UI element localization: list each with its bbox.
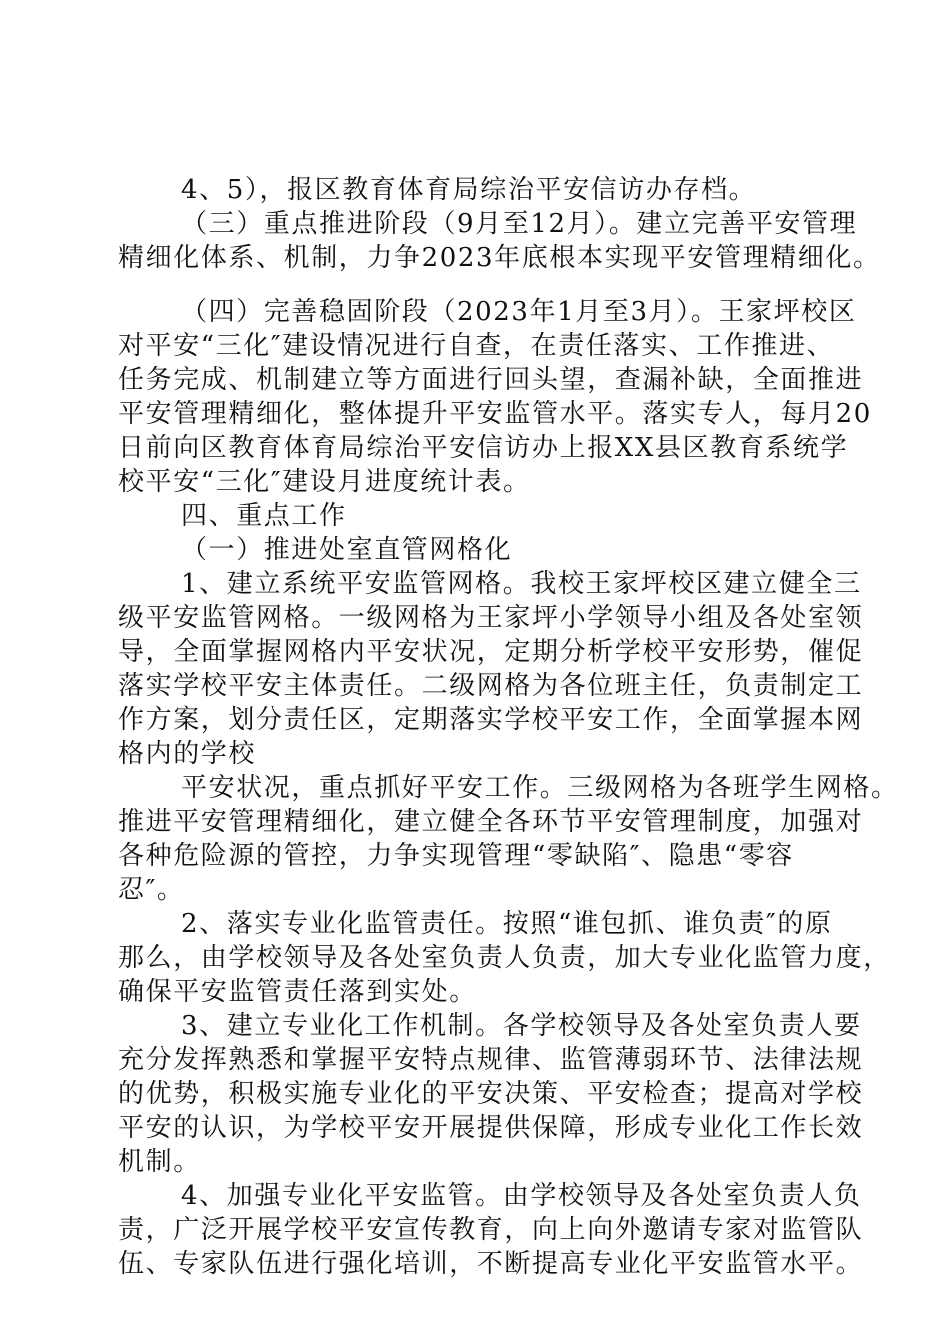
text-line-16: 作方案，划分责任区，定期落实学校平安工作，全面掌握本网 <box>118 705 864 735</box>
text-line-7: 平安管理精细化，整体提升平安监管水平。落实专人，每月20 <box>118 399 872 429</box>
text-line-19: 推进平安管理精细化，建立健全各环节平安管理制度，加强对 <box>118 807 864 837</box>
text-line-1: 4、5），报区教育体育局综治平安信访办存档。 <box>181 175 757 205</box>
text-line-13: 级平安监管网格。一级网格为王家坪小学领导小组及各处室领 <box>118 603 864 633</box>
text-line-20: 各种危险源的管控，力争实现管理“零缺陷″、隐患“零容 <box>118 841 794 871</box>
text-line-8: 日前向区教育体育局综治平安信访办上报XX县区教育系统学 <box>118 433 849 463</box>
text-line-17: 格内的学校 <box>118 739 257 769</box>
text-line-2: （三）重点推进阶段（9月至12月）。建立完善平安管理 <box>181 209 858 239</box>
text-line-28: 平安的认识，为学校平安开展提供保障，形成专业化工作长效 <box>118 1113 864 1143</box>
text-line-29: 机制。 <box>118 1147 201 1177</box>
text-line-6: 任务完成、机制建立等方面进行回头望，查漏补缺，全面推进 <box>118 365 864 395</box>
text-line-25: 3、建立专业化工作机制。各学校领导及各处室负责人要 <box>181 1011 862 1041</box>
text-line-21: 忍″。 <box>118 875 185 905</box>
text-line-26: 充分发挥熟悉和掌握平安特点规律、监管薄弱环节、法律法规 <box>118 1045 864 1075</box>
text-line-27: 的优势，积极实施专业化的平安决策、平安检查；提高对学校 <box>118 1079 864 1109</box>
text-line-31: 责，广泛开展学校平安宣传教育，向上向外邀请专家对监管队 <box>118 1215 864 1245</box>
text-line-30: 4、加强专业化平安监管。由学校领导及各处室负责人负 <box>181 1181 862 1211</box>
text-line-14: 导，全面掌握网格内平安状况，定期分析学校平安形势，催促 <box>118 637 864 667</box>
subsection-heading: （一）推进处室直管网格化 <box>181 535 513 565</box>
text-line-24: 确保平安监管责任落到实处。 <box>118 977 477 1007</box>
text-line-18: 平安状况，重点抓好平安工作。三级网格为各班学生网格。 <box>181 773 899 803</box>
text-line-12: 1、建立系统平安监管网格。我校王家坪校区建立健全三 <box>181 569 862 599</box>
text-line-23: 那么，由学校领导及各处室负责人负责，加大专业化监管力度， <box>118 943 891 973</box>
text-line-5: 对平安“三化″建设情况进行自查，在责任落实、工作推进、 <box>118 331 835 361</box>
text-line-9: 校平安“三化″建设月进度统计表。 <box>118 467 531 497</box>
section-heading: 四、重点工作 <box>181 501 347 531</box>
text-line-15: 落实学校平安主体责任。二级网格为各位班主任，负责制定工 <box>118 671 864 701</box>
text-line-4: （四）完善稳固阶段（2023年1月至3月）。王家坪校区 <box>181 297 857 327</box>
text-line-3: 精细化体系、机制，力争2023年底根本实现平安管理精细化。 <box>118 243 881 273</box>
text-line-22: 2、落实专业化监管责任。按照“谁包抓、谁负责″的原 <box>181 909 833 939</box>
text-line-32: 伍、专家队伍进行强化培训，不断提高专业化平安监管水平。 <box>118 1249 864 1279</box>
